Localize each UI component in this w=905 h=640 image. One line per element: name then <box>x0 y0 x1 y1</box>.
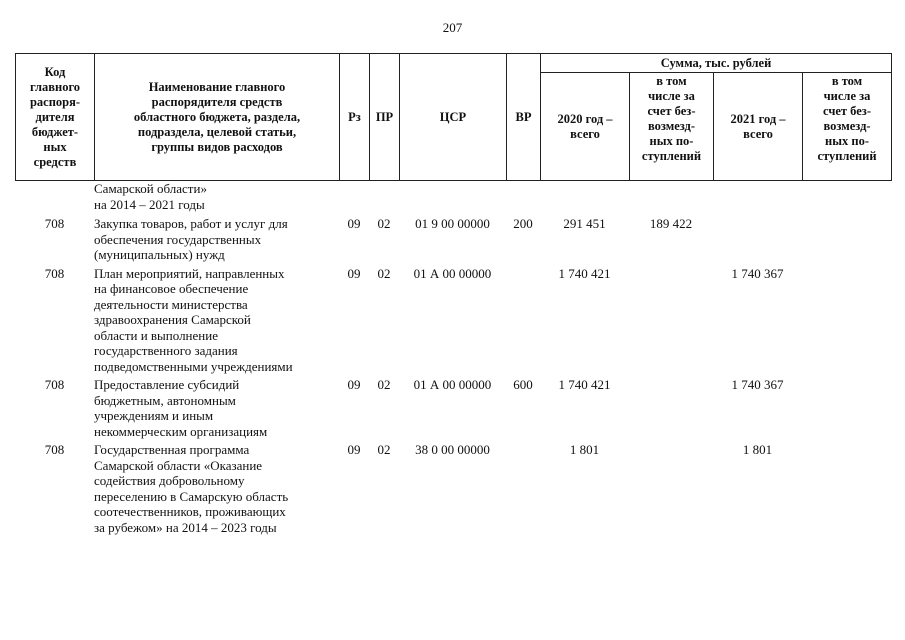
row-naimenovanie-line: Предоставление субсидий <box>94 377 240 392</box>
table-row <box>15 216 891 263</box>
row-sum-2020: 1 740 421 <box>558 377 611 392</box>
row-csr: 01 А 00 00000 <box>413 377 492 392</box>
table-row <box>15 181 891 212</box>
row-naimenovanie-line: области и выполнение <box>94 327 218 343</box>
row-naimenovanie <box>94 216 339 263</box>
table-body <box>15 181 891 535</box>
row-naimenovanie-line: Государственная программа <box>94 442 250 457</box>
row-vr: 200 <box>513 216 533 231</box>
row-sum-2021: 1 740 367 <box>731 377 784 392</box>
row-naimenovanie-line: некоммерческим организациям <box>94 423 268 439</box>
row-naimenovanie-line: государственного задания <box>94 343 238 358</box>
row-naimenovanie-line: на финансовое обеспечение <box>94 281 249 296</box>
row-pr: 02 <box>377 442 391 457</box>
row-naimenovanie-line: Закупка товаров, работ и услуг для <box>94 216 288 231</box>
row-kod: 708 <box>44 377 65 392</box>
row-naimenovanie-line: содействия добровольному <box>94 473 245 488</box>
row-naimenovanie-line: за рубежом» на 2014 – 2023 годы <box>94 519 277 535</box>
header-2020-bezvozmezdnye: в том числе за счет без- возмезд- ных по- ступлений <box>630 73 714 181</box>
row-naimenovanie <box>94 442 339 535</box>
table-header <box>15 53 892 181</box>
header-pr: ПР <box>370 54 400 181</box>
page-number: 207 <box>442 20 463 35</box>
row-naimenovanie-line: соотечественников, проживающих <box>94 504 286 519</box>
row-pr: 02 <box>377 216 391 231</box>
header-summa: Сумма, тыс. рублей <box>541 54 892 73</box>
row-naimenovanie <box>94 266 339 375</box>
row-naimenovanie-line: бюджетным, автономным <box>94 392 236 408</box>
row-naimenovanie-line: (муниципальных) нужд <box>94 247 225 262</box>
row-sum-2021: 1 740 367 <box>731 265 784 281</box>
row-rz: 09 <box>347 377 361 392</box>
row-naimenovanie-line: здравоохранения Самарской <box>94 312 251 327</box>
row-naimenovanie-line: Самарской области» <box>94 181 207 196</box>
row-csr: 01 А 00 00000 <box>413 265 492 281</box>
row-naimenovanie <box>94 377 339 439</box>
table-row <box>15 266 891 375</box>
row-sum-2020-bezvozmezdnye: 189 422 <box>649 216 693 231</box>
row-sum-2020: 291 451 <box>563 216 606 231</box>
row-pr: 02 <box>377 265 391 281</box>
row-csr: 01 9 00 00000 <box>415 216 490 231</box>
row-naimenovanie-line: Самарской области «Оказание <box>94 457 263 473</box>
header-2020-total: 2020 год – всего <box>541 73 630 181</box>
header-csr: ЦСР <box>400 54 507 181</box>
header-2021-total: 2021 год – всего <box>714 73 803 181</box>
row-rz: 09 <box>347 265 361 281</box>
row-vr: 600 <box>513 377 533 392</box>
row-sum-2021: 1 801 <box>742 442 773 457</box>
row-kod: 708 <box>44 216 65 231</box>
header-kod: Код главного распоря- дителя бюджет- ных средств <box>16 54 95 181</box>
header-2021-bezvozmezdnye: в том числе за счет без- возмезд- ных по- ступлений <box>803 73 892 181</box>
row-csr: 38 0 00 00000 <box>415 442 490 457</box>
row-sum-2020: 1 740 421 <box>558 265 611 281</box>
row-naimenovanie-line: подведомственными учреждениями <box>94 358 293 374</box>
table-row <box>15 442 891 535</box>
row-naimenovanie-line: План мероприятий, направленных <box>94 265 285 281</box>
row-rz: 09 <box>347 216 361 231</box>
row-naimenovanie-line: на 2014 – 2021 годы <box>94 196 205 212</box>
header-naimenovanie: Наименование главного распорядителя средств областного бюджета, раздела, подраздела, целевой статьи, группы видов расходов <box>95 54 340 181</box>
row-naimenovanie-line: учреждениям и иным <box>94 408 214 423</box>
row-pr: 02 <box>377 377 391 392</box>
row-naimenovanie-line: обеспечения государственных <box>94 231 262 247</box>
row-naimenovanie-line: деятельности министерства <box>94 296 248 312</box>
header-rz: Рз <box>340 54 370 181</box>
row-kod: 708 <box>44 265 65 281</box>
table-row <box>15 377 891 439</box>
row-naimenovanie-line: переселению в Самарскую область <box>94 488 289 504</box>
row-naimenovanie <box>94 181 339 212</box>
header-vr: ВР <box>507 54 541 181</box>
row-kod: 708 <box>44 442 65 457</box>
row-sum-2020: 1 801 <box>569 442 600 457</box>
row-rz: 09 <box>347 442 361 457</box>
